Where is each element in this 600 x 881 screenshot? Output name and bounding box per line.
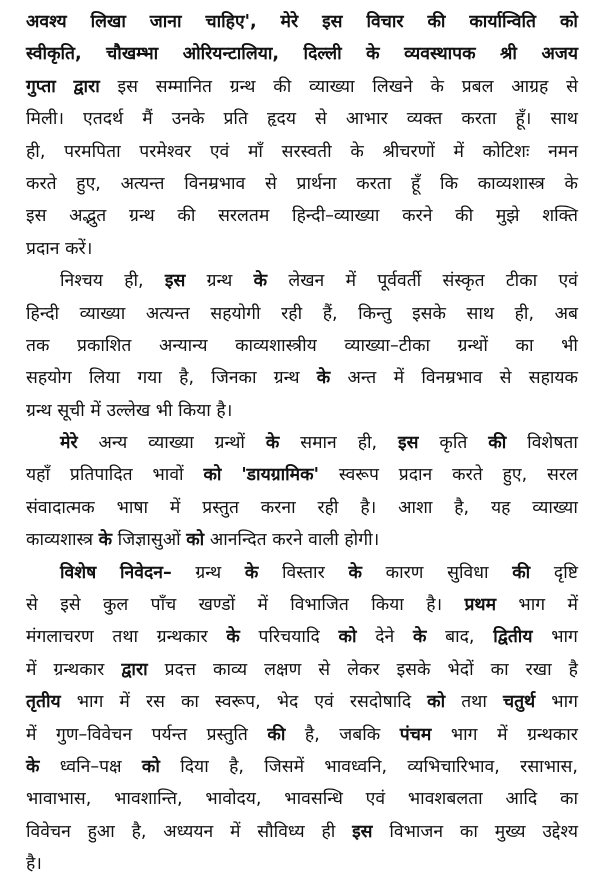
word: उद्देश्य	[542, 821, 578, 842]
word: व्यवस्थापक	[404, 44, 476, 65]
word: मेरे	[60, 433, 78, 454]
word: में	[393, 368, 405, 389]
word: गुण–विवेचन	[56, 724, 133, 745]
word: के	[350, 141, 364, 162]
word: ग्रन्थकार	[156, 627, 208, 648]
word: करता	[356, 173, 392, 194]
paragraph	[26, 427, 578, 557]
text-line	[26, 330, 578, 362]
word: सहायक	[528, 368, 578, 389]
word: काव्यशास्त्र	[26, 530, 94, 551]
word: हूँ।	[515, 109, 532, 130]
word: कुल	[102, 595, 129, 616]
word: को	[203, 465, 222, 486]
word: श्री	[500, 44, 517, 65]
word: जबकि	[339, 724, 381, 745]
word: साथ	[466, 303, 495, 324]
word: व्याख्या	[308, 76, 355, 97]
word: परिचयादि	[258, 627, 320, 648]
word: सम्मानित	[155, 76, 213, 97]
text-line	[26, 362, 578, 394]
word: किया	[178, 400, 211, 421]
word: खण्डों	[198, 595, 236, 616]
word: हुए,	[76, 173, 101, 194]
word: कार्यान्विति	[469, 12, 537, 32]
word: ही,	[514, 303, 535, 324]
word: भाषा	[116, 497, 149, 518]
word: रही	[281, 303, 303, 324]
word: ग्रन्थकार	[53, 659, 105, 680]
word: में	[453, 141, 464, 162]
word: एतदर्थ	[83, 109, 124, 130]
word: करें।	[65, 238, 93, 259]
word: इस	[398, 433, 419, 454]
word: निश्चय	[60, 271, 103, 292]
word: ग्रन्थ	[229, 76, 256, 97]
word: कृति	[439, 433, 468, 454]
word: है,	[229, 756, 244, 777]
word: विवेचन	[26, 821, 71, 842]
word: है।	[426, 595, 443, 616]
word: गया	[137, 368, 162, 389]
word: है,	[131, 821, 147, 842]
word: करना	[260, 497, 296, 518]
word: आभार	[345, 109, 388, 130]
word: चौखम्भा	[106, 44, 159, 65]
word: इसे	[60, 595, 81, 616]
word: विस्तार	[282, 562, 325, 583]
word: का	[490, 659, 509, 680]
word: को	[338, 627, 357, 648]
word: में	[90, 400, 101, 421]
word: इस	[26, 206, 47, 227]
word: के	[412, 627, 427, 648]
word: की	[455, 206, 474, 227]
text-line	[26, 6, 578, 38]
word: है,	[304, 724, 320, 745]
text-line	[26, 298, 578, 330]
word: एवं	[314, 692, 334, 713]
word: करने	[402, 206, 433, 227]
word: भाग	[76, 692, 104, 713]
word: व्याख्या	[148, 433, 194, 454]
text-line	[26, 621, 578, 653]
word: अद्भुत	[69, 206, 107, 227]
word: मुख्य	[494, 821, 526, 842]
word: के	[430, 76, 444, 97]
word: ग्रन्थ	[26, 400, 52, 421]
word: लेखन	[288, 271, 325, 292]
word: परमेश्वर	[139, 141, 192, 162]
word: करते	[452, 465, 483, 486]
word: ग्रन्थों	[457, 335, 488, 356]
word: सौविध्य	[257, 821, 305, 842]
word: भावसन्धि	[284, 789, 343, 810]
text-line	[26, 848, 578, 880]
word: रखा	[525, 659, 552, 680]
paragraph	[26, 557, 578, 881]
word: भावोदय,	[205, 789, 262, 810]
word: प्रदान	[26, 238, 60, 259]
word: वाली	[308, 530, 339, 551]
word: ग्रन्थ	[273, 368, 300, 389]
word: से	[499, 368, 512, 389]
word: का	[515, 335, 534, 356]
word: की	[488, 433, 507, 454]
text-line	[26, 103, 578, 135]
word: भेदों	[447, 659, 474, 680]
word: हिन्दी	[26, 303, 60, 324]
word: है	[568, 659, 578, 680]
word: कि	[440, 173, 459, 194]
word: पर्यन्त	[151, 724, 188, 745]
word: व्याख्या	[532, 497, 578, 518]
word: लिया	[88, 368, 121, 389]
word: को	[186, 530, 205, 551]
word: प्रदत्त	[164, 659, 197, 680]
word: हृदय	[266, 109, 297, 130]
word: को	[141, 756, 160, 777]
paragraph	[26, 6, 578, 265]
text-line	[26, 654, 578, 686]
word: भावाभास,	[26, 789, 92, 810]
text-line	[26, 589, 578, 621]
word: सरस्वती	[281, 141, 332, 162]
text-line	[26, 233, 578, 265]
word: ग्रन्थों	[214, 433, 245, 454]
text-line	[26, 265, 578, 297]
word: इस	[164, 271, 186, 292]
word: का	[459, 821, 478, 842]
word: में	[119, 692, 130, 713]
word: को	[559, 12, 578, 32]
word: तथा	[112, 627, 139, 648]
word: यह	[490, 497, 511, 518]
word: अन्यान्य	[158, 335, 208, 356]
text-line	[26, 168, 578, 200]
word: भाग	[450, 724, 478, 745]
word: किया	[371, 595, 404, 616]
word: उनके	[171, 109, 205, 130]
word: की	[273, 76, 292, 97]
word: दिल्ली	[303, 44, 342, 65]
word: चतुर्थ	[502, 692, 536, 713]
word: के	[253, 271, 268, 292]
word: दिया	[180, 756, 209, 777]
word: कारण	[385, 562, 424, 583]
word: रसाभास,	[520, 756, 578, 777]
word: भावों	[152, 465, 184, 486]
word: की	[267, 724, 286, 745]
word: लक्षण	[264, 659, 302, 680]
word: अत्यन्त	[120, 173, 165, 194]
text-line	[26, 395, 578, 427]
word: प्रतिपादित	[69, 465, 133, 486]
word: द्वारा	[73, 76, 100, 97]
word: काव्यशास्त्रीय	[235, 335, 317, 356]
word: विशेषता	[527, 433, 578, 454]
word: 'डायग्रामिक'	[241, 465, 319, 486]
word: विचार	[366, 12, 404, 32]
text-line	[26, 71, 578, 103]
word: पूर्ववर्ती	[377, 271, 422, 292]
word: में	[169, 497, 181, 518]
word: में	[26, 659, 37, 680]
word: इस	[352, 821, 373, 842]
word: पंचम	[399, 724, 432, 745]
word: में	[567, 595, 578, 616]
word: ग्रन्थकार	[527, 724, 578, 745]
word: का	[560, 789, 578, 810]
word: प्रकाशित	[77, 335, 132, 356]
word: का	[180, 692, 199, 713]
word: लेकर	[347, 659, 380, 680]
word: अजय	[541, 44, 578, 65]
word: करता	[461, 109, 497, 130]
word: की	[427, 12, 446, 32]
word: की	[177, 206, 196, 227]
word: मुझे	[495, 206, 520, 227]
word: मिली।	[26, 109, 65, 130]
word: इसके	[412, 303, 446, 324]
word: होगी।	[344, 530, 380, 551]
word: विनम्रभाव	[184, 173, 246, 194]
word: एवं	[209, 141, 230, 162]
word: करने	[272, 530, 303, 551]
word: हूँ	[411, 173, 421, 194]
word: ही,	[124, 271, 144, 292]
word: ही,	[357, 433, 378, 454]
word: स्वरूप,	[215, 692, 261, 713]
word: साथ	[550, 109, 578, 130]
text-line	[26, 816, 578, 848]
word: सरल	[547, 465, 578, 486]
word: के	[244, 562, 259, 583]
word: ग्रन्थ	[195, 562, 222, 583]
word: यहाँ	[26, 465, 50, 486]
word: श्रीचरणों	[382, 141, 435, 162]
word: ही,	[26, 141, 46, 162]
word: जिसमें	[264, 756, 305, 777]
word: में	[497, 724, 508, 745]
word: उल्लेख	[106, 400, 151, 421]
word: टीका	[505, 271, 538, 292]
word: के	[348, 562, 362, 583]
text-line	[26, 783, 578, 815]
word: परमपिता	[64, 141, 121, 162]
word: आशा	[398, 497, 433, 518]
word: प्रस्तुत	[202, 497, 239, 518]
word: के	[366, 44, 380, 65]
word: लिखने	[372, 76, 413, 97]
word: प्रथम	[464, 595, 497, 616]
word: चाहिए',	[205, 12, 257, 32]
word: जिनका	[211, 368, 257, 389]
word: मैं	[142, 109, 153, 130]
word: है,	[179, 368, 195, 389]
word: इस	[322, 12, 343, 32]
word: माँ	[247, 141, 263, 162]
word: करते	[26, 173, 57, 194]
word: अध्ययन	[163, 821, 214, 842]
text-line	[26, 719, 578, 751]
word: आदि	[505, 789, 538, 810]
word: रही	[317, 497, 339, 518]
word: मेरे	[280, 12, 299, 32]
word: काव्य	[213, 659, 248, 680]
word: अन्य	[98, 433, 128, 454]
word: भाग	[551, 627, 578, 648]
word: से	[264, 173, 277, 194]
word: विभाजित	[290, 595, 349, 616]
word: कोटिशः	[482, 141, 530, 162]
word: जाना	[149, 12, 182, 32]
word: है।	[26, 854, 42, 875]
word: के	[226, 627, 240, 648]
word: भावशान्ति,	[114, 789, 183, 810]
word: में	[230, 821, 241, 842]
word: ही	[321, 821, 336, 842]
word: एवं	[365, 789, 386, 810]
text-line	[26, 427, 578, 459]
word: हुए,	[502, 465, 528, 486]
word: द्वितीय	[493, 627, 533, 648]
paragraph	[26, 265, 578, 427]
word: हुआ	[87, 821, 115, 842]
word: हिन्दी–व्याख्या	[292, 206, 380, 227]
word: ग्रन्थ	[128, 206, 155, 227]
word: आग्रह	[511, 76, 549, 97]
word: व्याख्या	[79, 303, 126, 324]
text-line	[26, 524, 578, 556]
word: लिखा	[90, 12, 126, 32]
word: ओरियन्टालिया,	[182, 44, 280, 65]
word: द्वारा	[121, 659, 148, 680]
word: से	[315, 109, 327, 130]
word: भाग	[518, 595, 546, 616]
word: भाग	[551, 692, 578, 713]
word: तक	[26, 335, 50, 356]
word: अन्त	[347, 368, 377, 389]
word: में	[26, 724, 37, 745]
word: रस	[145, 692, 165, 713]
text-line	[26, 557, 578, 589]
word: के	[564, 173, 578, 194]
word: के	[98, 530, 113, 551]
word: तृतीय	[26, 692, 61, 713]
word: के	[316, 368, 331, 389]
word: अब	[554, 303, 578, 324]
word: ग्रन्थ	[206, 271, 233, 292]
word: व्यभिचारिभाव,	[407, 756, 500, 777]
word: प्रति	[223, 109, 248, 130]
word: भावशबलता	[407, 789, 483, 810]
word: गुप्ता	[26, 76, 56, 97]
text-line	[26, 751, 578, 783]
document-page	[26, 6, 578, 881]
word: स्वरूप	[338, 465, 379, 486]
word: प्रबल	[461, 76, 494, 97]
word: सूची	[57, 400, 85, 421]
word: शक्ति	[542, 206, 578, 227]
text-line	[26, 459, 578, 491]
word: ध्वनि–पक्ष	[59, 756, 122, 777]
word: देने	[375, 627, 395, 648]
text-line	[26, 38, 578, 70]
word: इस	[117, 76, 138, 97]
word: विनम्रभाव	[421, 368, 483, 389]
word: है।	[216, 400, 233, 421]
word: मंगलाचरण	[26, 627, 94, 648]
word: भी	[561, 335, 578, 356]
word: सहयोगी	[210, 303, 261, 324]
word: से	[566, 76, 578, 97]
word: सरलतम	[218, 206, 270, 227]
word: व्याख्या–टीका	[344, 335, 431, 356]
word: रसदोषादि	[349, 692, 412, 713]
word: निवेदन–	[119, 562, 172, 583]
word: नमन	[548, 141, 578, 162]
word: के	[265, 433, 280, 454]
word: सहयोग	[26, 368, 72, 389]
word: सुविधा	[447, 562, 489, 583]
text-line	[26, 686, 578, 718]
word: विशेष	[60, 562, 97, 583]
word: में	[345, 271, 357, 292]
word: संवादात्मक	[26, 497, 95, 518]
word: पाँच	[150, 595, 177, 616]
word: एवं	[558, 271, 578, 292]
word: प्रस्तुति	[206, 724, 248, 745]
word: समान	[300, 433, 337, 454]
word: बाद,	[445, 627, 475, 648]
word: जिज्ञासुओं	[117, 530, 181, 551]
word: है।	[360, 497, 377, 518]
word: के	[26, 756, 40, 777]
word: काव्यशास्त्र	[477, 173, 545, 194]
word: भेद	[276, 692, 299, 713]
word: दृष्टि	[553, 562, 578, 583]
word: भावध्वनि,	[324, 756, 388, 777]
word: आनन्दित	[209, 530, 267, 551]
word: तथा	[461, 692, 487, 713]
word: प्रार्थना	[296, 173, 337, 194]
word: की	[512, 562, 531, 583]
word: में	[257, 595, 268, 616]
word: भी	[155, 400, 173, 421]
word: इसके	[396, 659, 431, 680]
text-line	[26, 492, 578, 524]
word: को	[427, 692, 446, 713]
word: से	[26, 595, 38, 616]
word: विभाजन	[389, 821, 444, 842]
word: है,	[454, 497, 470, 518]
word: अत्यन्त	[145, 303, 190, 324]
word: प्रदान	[398, 465, 433, 486]
word: स्वीकृति,	[26, 44, 82, 65]
word: से	[318, 659, 331, 680]
text-line	[26, 136, 578, 168]
word: अवश्य	[26, 12, 67, 32]
word: हैं,	[322, 303, 338, 324]
text-line	[26, 200, 578, 232]
word: किन्तु	[358, 303, 392, 324]
word: व्यक्त	[406, 109, 443, 130]
word: संस्कृत	[442, 271, 485, 292]
